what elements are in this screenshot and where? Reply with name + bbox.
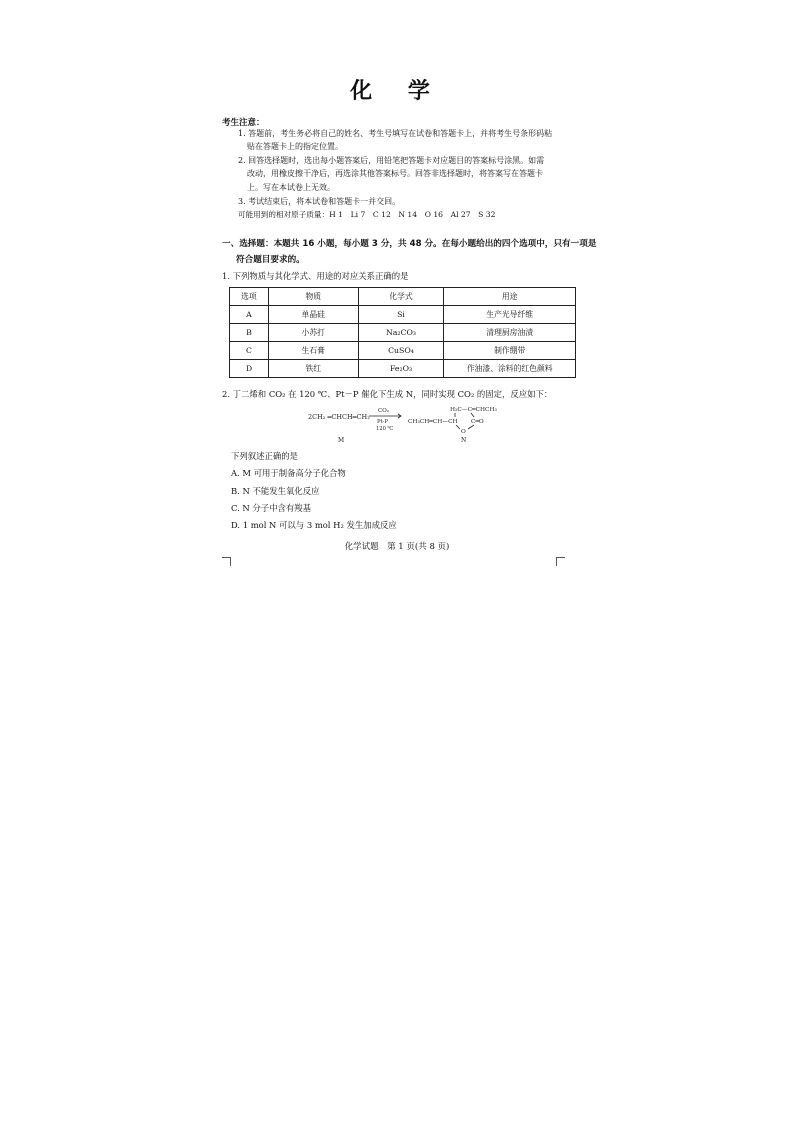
- atomic-masses: 可能用到的相对原子质量：H 1 Li 7 C 12 N 14 O 16 Al 27 S 32: [238, 210, 496, 219]
- ring-bond: [471, 413, 474, 417]
- table-cell: 小苏打: [268, 324, 358, 342]
- label-n: N: [461, 437, 467, 444]
- table-cell: 单晶硅: [268, 306, 358, 324]
- product-left: CH₃CH═CH—CH: [408, 419, 458, 425]
- page-title: 化 学: [350, 79, 444, 104]
- table-cell: 铁红: [268, 360, 358, 378]
- crop-mark: [222, 557, 231, 566]
- table-cell: A: [230, 306, 269, 324]
- section-heading-cont: 符合题目要求的。: [236, 255, 305, 265]
- arrow-bottom-label: 120 ℃: [376, 426, 394, 432]
- table-cell: D: [230, 360, 269, 378]
- option-d: D. 1 mol N 可以与 3 mol H₂ 发生加成反应: [231, 520, 397, 530]
- table-cell: Fe₂O₃: [358, 360, 444, 378]
- product-right: C═O: [471, 419, 484, 425]
- table-cell: 清理厨房油渍: [444, 324, 576, 342]
- question-1-stem: 1. 下列物质与其化学式、用途的对应关系正确的是: [222, 271, 409, 281]
- table-row: [230, 306, 576, 324]
- table-row: [230, 324, 576, 342]
- table-cell: 作油漆、涂料的红色颜料: [444, 360, 576, 378]
- notice-line: 贴在答题卡上的指定位置。: [247, 142, 343, 151]
- option-a: A. M 可用于制备高分子化合物: [231, 468, 346, 478]
- page-footer: 化学试题 第 1 页(共 8 页): [344, 542, 450, 552]
- question-1-table: [229, 287, 576, 378]
- option-b: B. N 不能发生氧化反应: [231, 486, 320, 496]
- notice-heading: 考生注意：: [222, 118, 265, 128]
- product-top: H₂C—C═CHCH₃: [450, 407, 497, 413]
- ring-bond: [456, 425, 460, 429]
- table-row: [230, 342, 576, 360]
- label-m: M: [338, 437, 345, 444]
- table-header: 选项: [230, 288, 269, 306]
- table-header-row: [230, 288, 576, 306]
- reactant-formula: 2CH₂ ═CHCH═CH₂: [308, 413, 370, 421]
- table-header: 用途: [444, 288, 576, 306]
- question-2-stem: 2. 丁二烯和 CO₂ 在 120 ℃、Pt－P 催化下生成 N，同时实现 CO₂ 的固定，反应如下：: [222, 389, 553, 399]
- table-header: 化学式: [358, 288, 444, 306]
- table-cell: B: [230, 324, 269, 342]
- option-c: C. N 分子中含有羧基: [231, 503, 312, 513]
- reaction-scheme: [300, 400, 520, 444]
- arrow-top-label: CO₂: [378, 408, 389, 414]
- ring-oxygen: O: [461, 429, 466, 435]
- table-row: [230, 360, 576, 378]
- table-header: 物质: [268, 288, 358, 306]
- table-cell: C: [230, 342, 269, 360]
- table-cell: 生石膏: [268, 342, 358, 360]
- arrow-bottom-label: Pt-P: [377, 419, 388, 425]
- table-cell: CuSO₄: [358, 342, 444, 360]
- question-2-prompt: 下列叙述正确的是: [231, 451, 298, 461]
- ring-bond: [468, 425, 474, 429]
- notice-line: 1. 答题前，考生务必将自己的姓名、考生号填写在试卷和答题卡上，并将考生号条形码粘: [238, 129, 553, 138]
- section-heading: 一、选择题：本题共 16 小题，每小题 3 分，共 48 分。在每小题给出的四个选项中，只有一项是: [222, 239, 597, 249]
- notice-line: 上。写在本试卷上无效。: [247, 183, 335, 192]
- table-cell: Si: [358, 306, 444, 324]
- notice-line: 改动，用橡皮擦干净后，再选涂其他答案标号。回答非选择题时，将答案写在答题卡: [247, 169, 543, 178]
- table-cell: 制作绷带: [444, 342, 576, 360]
- table-cell: 生产光导纤维: [444, 306, 576, 324]
- notice-line: 2. 回答选择题时，选出每小题答案后，用铅笔把答题卡对应题目的答案标号涂黑。如需: [238, 156, 545, 165]
- crop-mark: [556, 557, 565, 566]
- table-cell: Na₂CO₃: [358, 324, 444, 342]
- notice-line: 3. 考试结束后，将本试卷和答题卡一并交回。: [238, 197, 401, 206]
